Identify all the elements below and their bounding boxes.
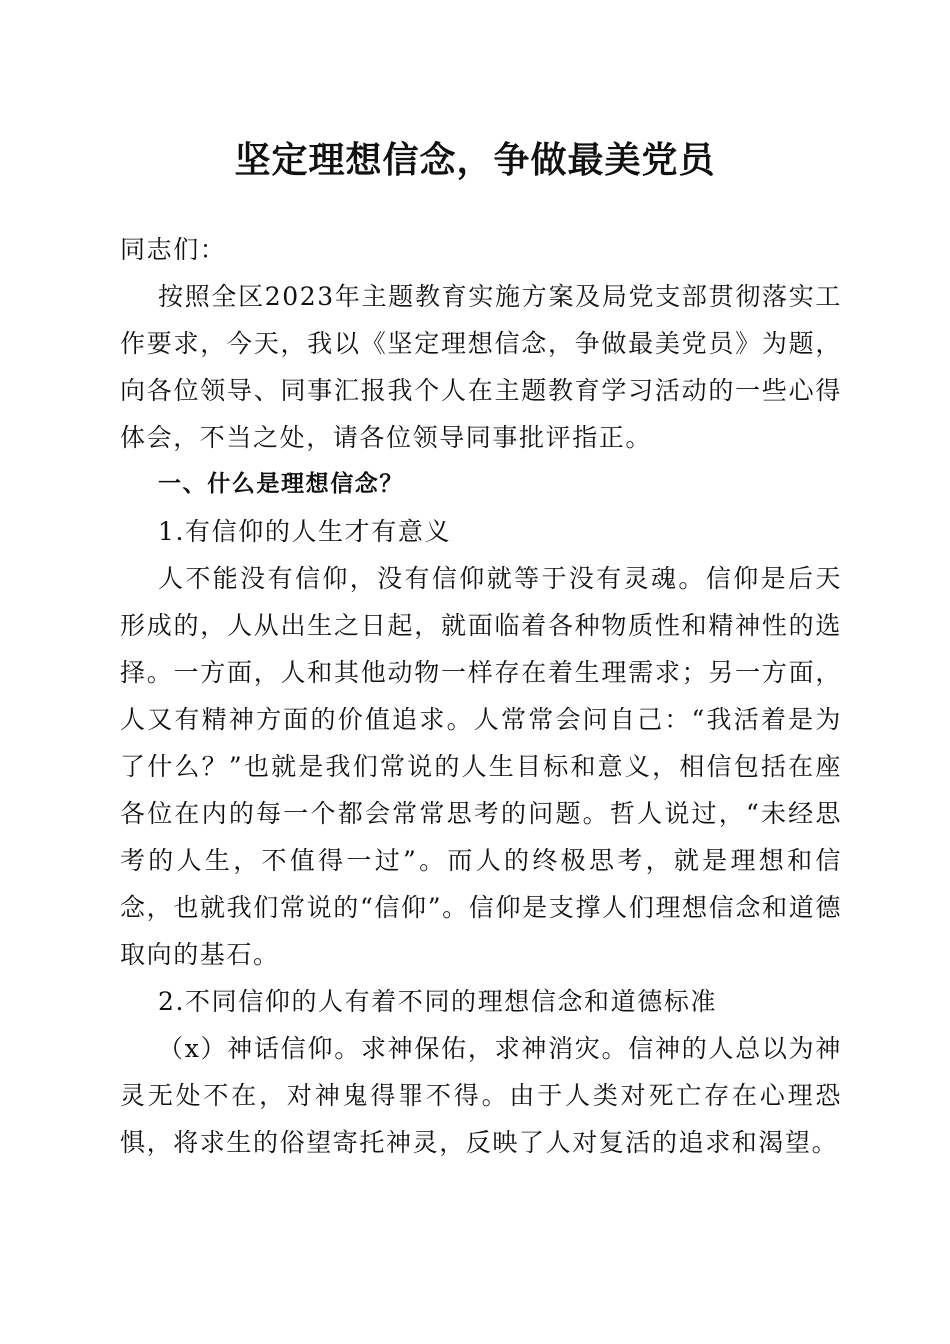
document-body bbox=[120, 226, 842, 1166]
subsection-1-paragraph: 人不能没有信仰，没有信仰就等于没有灵魂。信仰是后天形成的，人从出生之日起，就面临着各种物质性和精神性的选择。一方面，人和其他动物一样存在着生理需求；另一方面，人又有精神方面的价值追求。人常常会问自己：“我活着是为了什么？”也就是我们常说的人生目标和意义，相信包括在座各位在内的每一个都会常常思考的问题。哲人说过，“未经思考的人生，不值得一过”。而人的终极思考，就是理想和信念，也就我们常说的“信仰”。信仰是支撑人们理想信念和道德取向的基石。 bbox=[120, 564, 842, 969]
subsection-2-paragraph: （x）神话信仰。求神保佑，求神消灾。信神的人总以为神灵无处不在，对神鬼得罪不得。由于人类对死亡存在心理恐惧，将求生的俗望寄托神灵，反映了人对复活的追求和渴望。 bbox=[120, 1034, 842, 1157]
subsection-heading-1: 1.有信仰的人生才有意义 bbox=[158, 517, 452, 546]
document-title: 坚定理想信念，争做最美党员 bbox=[234, 139, 716, 181]
subsection-heading-2: 2.不同信仰的人有着不同的理想信念和道德标准 bbox=[158, 987, 718, 1016]
section-heading-1: 一、什么是理想信念？ bbox=[158, 471, 404, 497]
intro-paragraph: 按照全区2023年主题教育实施方案及局党支部贯彻落实工作要求，今天，我以《坚定理想信念，争做最美党员》为题，向各位领导、同事汇报我个人在主题教育学习活动的一些心得体会，不当之处，请各位领导同事批评指正。 bbox=[120, 282, 842, 452]
salutation: 同志们： bbox=[120, 235, 227, 264]
